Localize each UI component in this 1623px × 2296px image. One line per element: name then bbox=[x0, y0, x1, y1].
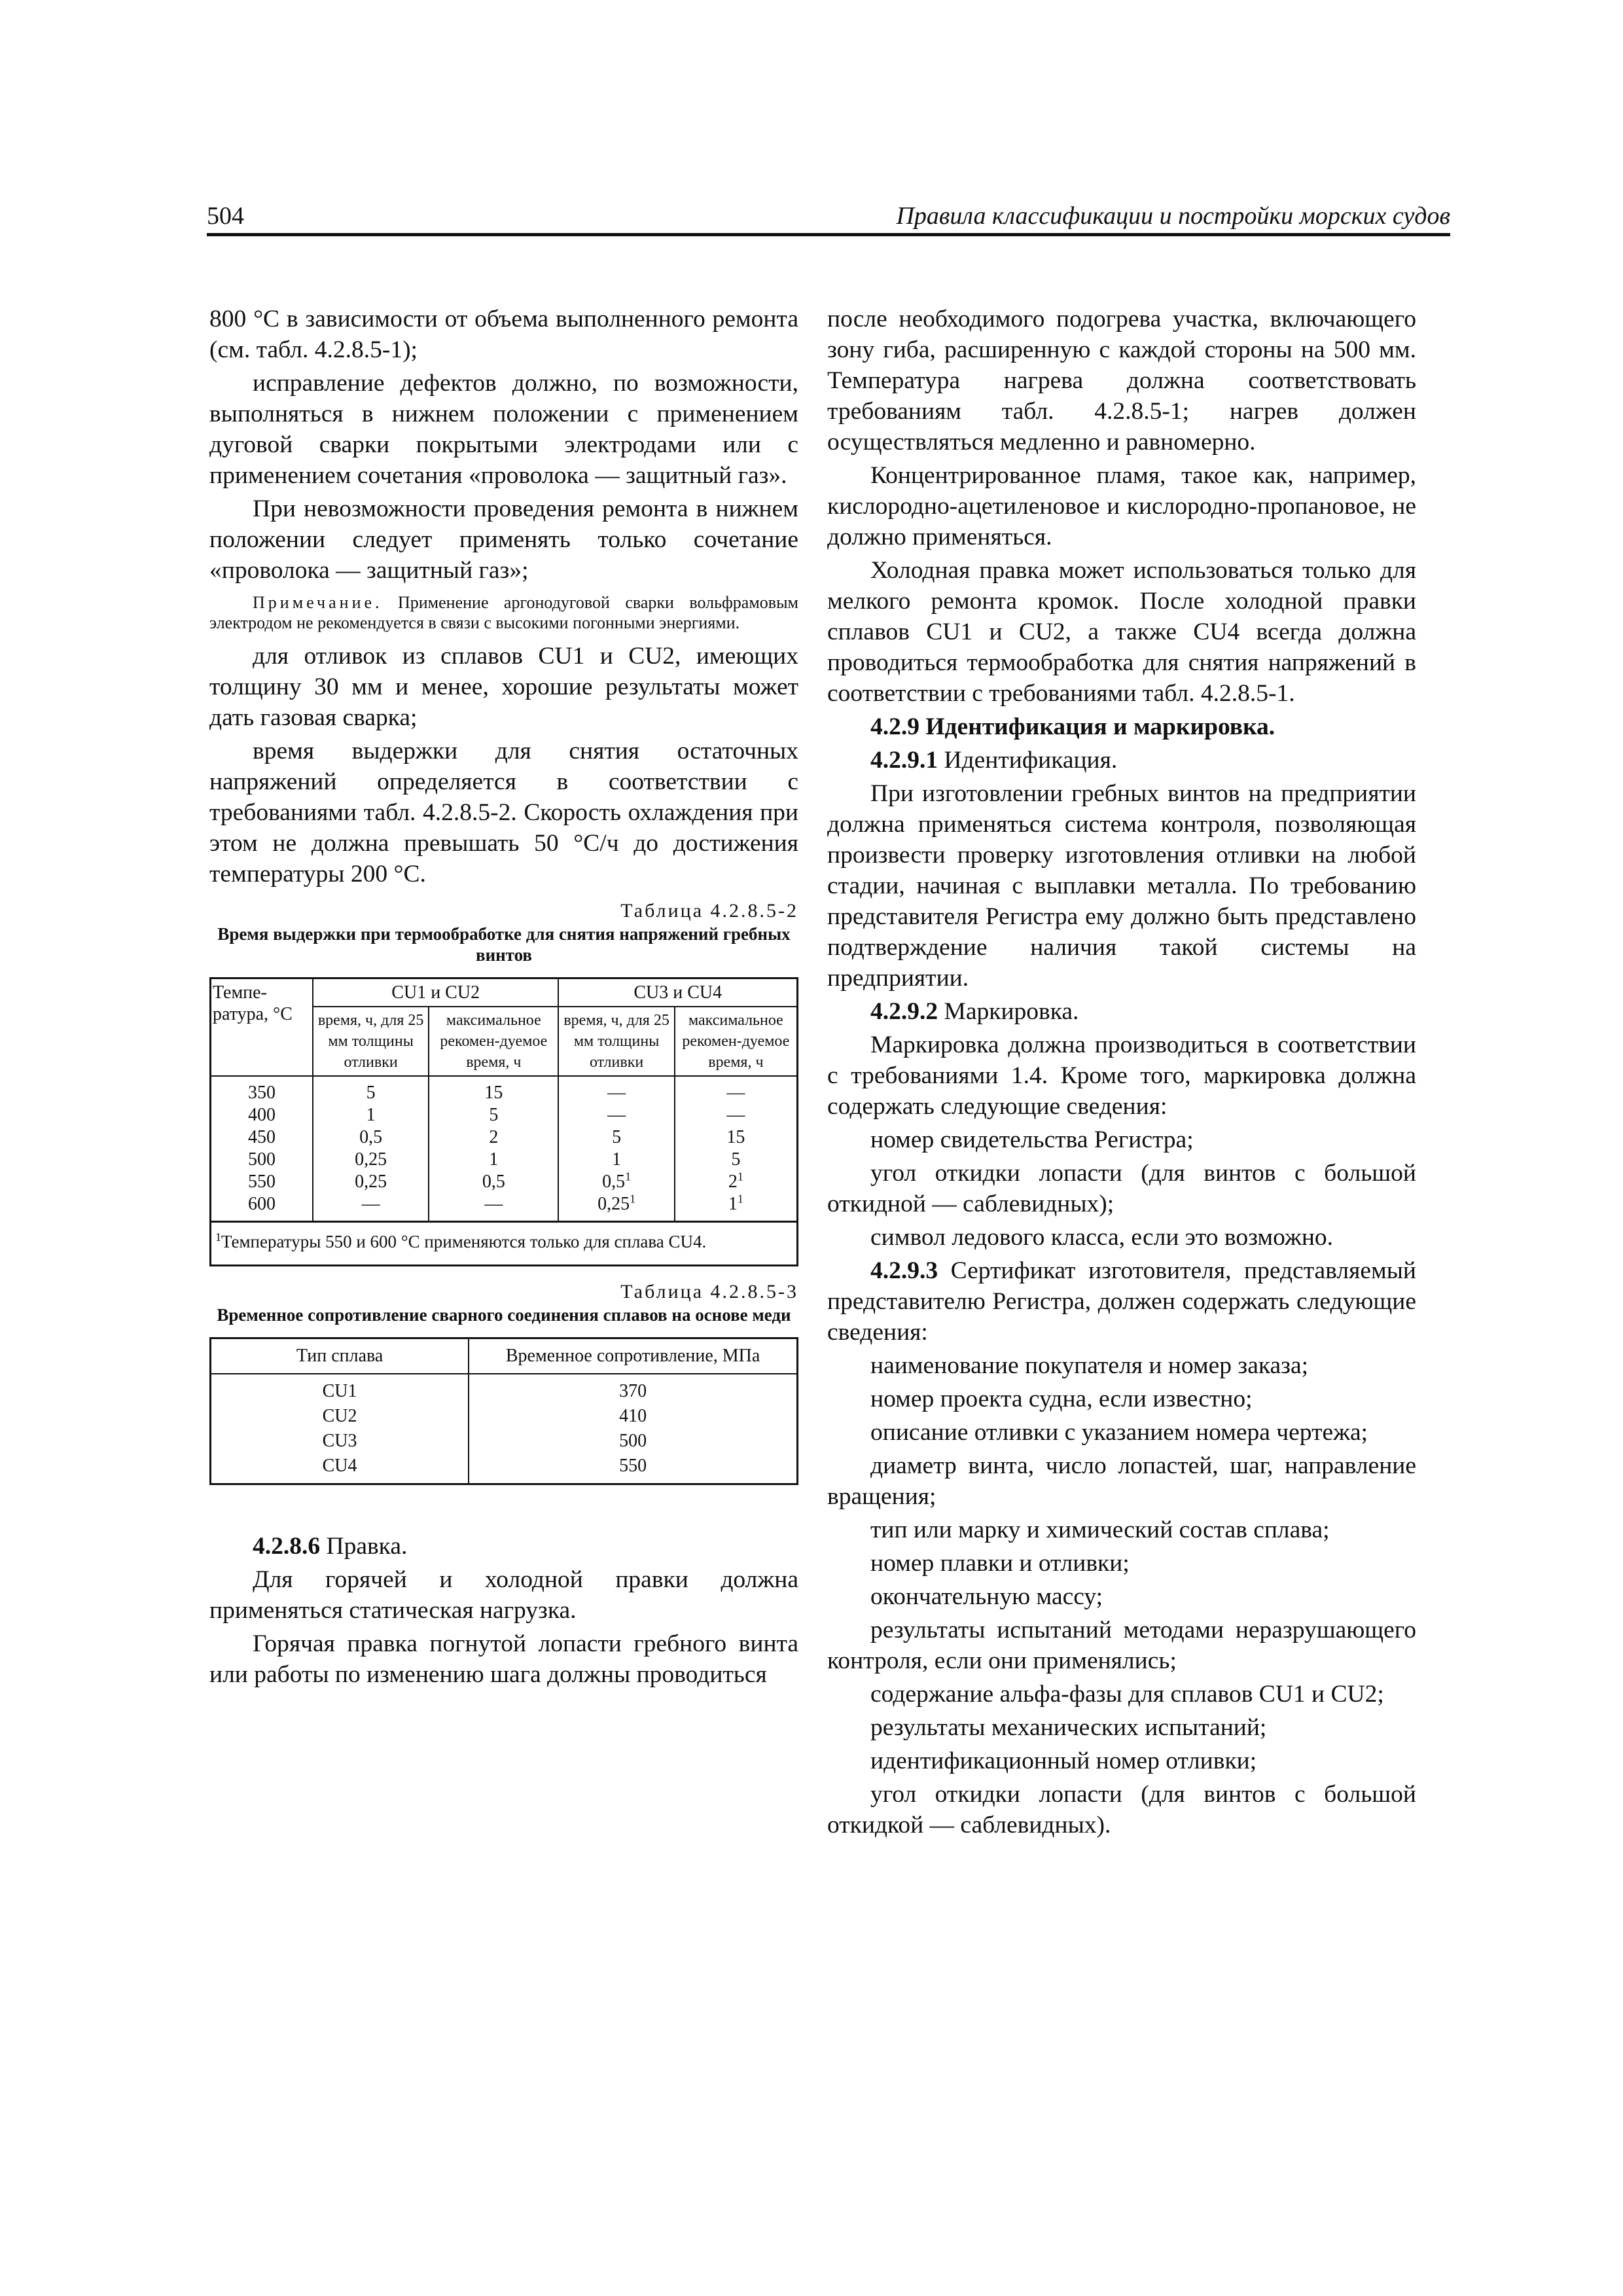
table-cell: 0,25 bbox=[313, 1171, 429, 1193]
list-item: номер свидетельства Регистра; bbox=[870, 1126, 1194, 1153]
paragraph: для отливок из сплавов CU1 и CU2, имеющих толщину 30 мм и менее, хорошие результаты может дать газовая сварка; bbox=[209, 643, 798, 731]
table-cell: CU1 bbox=[211, 1374, 469, 1404]
table-cell: 15 bbox=[429, 1076, 558, 1104]
paragraph: 800 °С в зависимости от объема выполненного ремонта (см. табл. 4.2.8.5-1); bbox=[209, 306, 798, 363]
table-row bbox=[211, 1104, 798, 1126]
table-cell: CU2 bbox=[211, 1404, 469, 1429]
note-text: Применение аргонодуговой сварки вольфрамовым электродом не рекомендуется в связи с высокими погонными энергиями. bbox=[209, 593, 798, 632]
column-header-alloy: Тип сплава bbox=[211, 1338, 469, 1374]
table-cell: 550 bbox=[211, 1171, 313, 1193]
table-cell: 400 bbox=[211, 1104, 313, 1126]
table-cell: 500 bbox=[211, 1149, 313, 1171]
table-cell: 5 bbox=[675, 1149, 798, 1171]
table-caption: Таблица 4.2.8.5-2 bbox=[620, 900, 798, 922]
list-item: тип или марку и химический состав сплава; bbox=[870, 1516, 1330, 1543]
table-cell: — bbox=[313, 1193, 429, 1222]
table-caption: Таблица 4.2.8.5-3 bbox=[620, 1281, 798, 1302]
table-cell: 1 bbox=[429, 1149, 558, 1171]
note bbox=[209, 592, 798, 633]
list-item: символ ледового класса, если это возможно. bbox=[870, 1224, 1334, 1251]
list-item: результаты механических испытаний; bbox=[870, 1714, 1267, 1741]
table-cell: 410 bbox=[469, 1404, 797, 1429]
section-title: Правка. bbox=[320, 1533, 408, 1560]
footnote-text: Температуры 550 и 600 °С применяются только для сплава CU4. bbox=[221, 1232, 707, 1251]
list-item: содержание альфа-фазы для сплавов CU1 и CU2; bbox=[870, 1681, 1384, 1708]
column-group-cu1-cu2: CU1 и CU2 bbox=[313, 978, 558, 1007]
table-cell: 600 bbox=[211, 1193, 313, 1222]
table-row bbox=[211, 1374, 798, 1404]
table-row bbox=[211, 1404, 798, 1429]
paragraph: Маркировка должна производиться в соответствии с требованиями 1.4. Кроме того, маркировка должна содержать следующие сведения: bbox=[827, 1031, 1416, 1120]
cell-value: 0,5 bbox=[602, 1172, 626, 1192]
footnote-marker: 1 bbox=[737, 1170, 743, 1183]
footnote-marker: 1 bbox=[215, 1230, 221, 1244]
table-cell: — bbox=[558, 1076, 674, 1104]
list-item: описание отливки с указанием номера чертежа; bbox=[870, 1419, 1368, 1446]
footnote-marker: 1 bbox=[625, 1170, 632, 1183]
table-cell: 2 bbox=[429, 1126, 558, 1149]
subheader-time: время, ч, для 25 мм толщины отливки bbox=[558, 1007, 674, 1076]
paragraph: При невозможности проведения ремонта в нижнем положении следует применять только сочетание «проволока — защитный газ»; bbox=[209, 495, 798, 584]
paragraph: Концентрированное пламя, такое как, например, кислородно-ацетиленовое и кислородно-пропановое, не должно применяться. bbox=[827, 462, 1416, 550]
table-cell: — bbox=[675, 1076, 798, 1104]
section-text: Сертификат изготовителя, представляемый представителю Регистра, должен содержать следующие сведения: bbox=[827, 1257, 1416, 1346]
table-cell: 350 bbox=[211, 1076, 313, 1104]
list-item: номер проекта судна, если известно; bbox=[870, 1386, 1253, 1412]
table-row bbox=[211, 1126, 798, 1149]
table-row bbox=[211, 1454, 798, 1484]
column-header-temperature: Темпе-ратура, °С bbox=[211, 978, 313, 1077]
paragraph: после необходимого подогрева участка, включающего зону гиба, расширенную с каждой стороны на 500 мм. Температура нагрева должна соответствовать требованиям табл. 4.2.8.5-1; нагрев должен осуществляться медленно и равномерно. bbox=[827, 306, 1416, 456]
table-cell: 0,5 bbox=[429, 1171, 558, 1193]
table-cell: 15 bbox=[675, 1126, 798, 1149]
paragraph: Горячая правка погнутой лопасти гребного винта или работы по изменению шага должны проводиться bbox=[209, 1630, 798, 1688]
page-header bbox=[207, 196, 1450, 236]
column-header-strength: Временное сопротивление, МПа bbox=[469, 1338, 797, 1374]
list-item: угол откидки лопасти (для винтов с большой откидкой — саблевидных). bbox=[827, 1781, 1416, 1839]
paragraph: Холодная правка может использоваться только для мелкого ремонта кромок. После холодной правки сплавов CU1 и CU2, а также CU4 всегда должна проводиться термообработка для снятия напряжений в соответствии с требованиями табл. 4.2.8.5-1. bbox=[827, 557, 1416, 707]
paragraph: исправление дефектов должно, по возможности, выполняться в нижнем положении с применением дуговой сварки покрытыми электродами или с применением сочетания «проволока — защитный газ». bbox=[209, 370, 798, 489]
list-item: наименование покупателя и номер заказа; bbox=[870, 1352, 1309, 1379]
subheader-max-time: максимальное рекомен-дуемое время, ч bbox=[675, 1007, 798, 1076]
table-cell: 5 bbox=[558, 1126, 674, 1149]
list-item: диаметр винта, число лопастей, шаг, направление вращения; bbox=[827, 1452, 1416, 1510]
running-title: Правила классификации и постройки морских судов bbox=[896, 202, 1450, 230]
holding-time-table bbox=[209, 977, 798, 1266]
cell-value: 2 bbox=[728, 1172, 738, 1192]
table-cell: 500 bbox=[469, 1429, 797, 1454]
table-title: Временное сопротивление сварного соединения сплавов на основе меди bbox=[217, 1305, 791, 1325]
list-item: номер плавки и отливки; bbox=[870, 1550, 1130, 1577]
section-heading bbox=[827, 1255, 1416, 1348]
table-cell: 1 bbox=[558, 1149, 674, 1171]
table-cell: — bbox=[429, 1193, 558, 1222]
table-cell: CU4 bbox=[211, 1454, 469, 1484]
table-cell: 1 bbox=[313, 1104, 429, 1126]
table-row bbox=[211, 1076, 798, 1104]
table-footnote bbox=[211, 1222, 798, 1266]
table-cell: 5 bbox=[313, 1076, 429, 1104]
section-heading bbox=[827, 745, 1416, 776]
section-title: Маркировка. bbox=[938, 998, 1079, 1025]
table-cell bbox=[675, 1171, 798, 1193]
table-row bbox=[211, 1171, 798, 1193]
subheader-max-time: максимальное рекомен-дуемое время, ч bbox=[429, 1007, 558, 1076]
column-group-cu3-cu4: CU3 и CU4 bbox=[558, 978, 797, 1007]
table-cell bbox=[558, 1193, 674, 1222]
footnote-marker: 1 bbox=[737, 1192, 743, 1206]
left-column bbox=[209, 304, 798, 1693]
section-title: Идентификация. bbox=[938, 747, 1118, 774]
table-row bbox=[211, 1429, 798, 1454]
list-item: угол откидки лопасти (для винтов с большой откидной — саблевидных); bbox=[827, 1160, 1416, 1217]
section-heading bbox=[827, 711, 1416, 742]
table-cell: 0,25 bbox=[313, 1149, 429, 1171]
table-cell: 5 bbox=[429, 1104, 558, 1126]
table-cell bbox=[558, 1171, 674, 1193]
right-column bbox=[827, 304, 1416, 1843]
paragraph: время выдержки для снятия остаточных напряжений определяется в соответствии с требованиями табл. 4.2.8.5-2. Скорость охлаждения при этом не должна превышать 50 °С/ч до достижения температуры 200 °С. bbox=[209, 738, 798, 888]
table-cell: — bbox=[558, 1104, 674, 1126]
paragraph: Для горячей и холодной правки должна применяться статическая нагрузка. bbox=[209, 1566, 798, 1624]
footnote-marker: 1 bbox=[630, 1192, 636, 1206]
table-title: Время выдержки при термообработке для снятия напряжений гребных винтов bbox=[217, 924, 791, 965]
page-number: 504 bbox=[207, 202, 244, 230]
table-cell: 450 bbox=[211, 1126, 313, 1149]
section-number: 4.2.9 bbox=[870, 713, 919, 740]
subheader-time: время, ч, для 25 мм толщины отливки bbox=[313, 1007, 429, 1076]
section-number: 4.2.9.2 bbox=[870, 998, 938, 1025]
table-cell: 550 bbox=[469, 1454, 797, 1484]
table-cell: CU3 bbox=[211, 1429, 469, 1454]
section-number: 4.2.9.1 bbox=[870, 747, 938, 774]
tensile-strength-table bbox=[209, 1337, 798, 1485]
paragraph: При изготовлении гребных винтов на предприятии должна применяться система контроля, позволяющая произвести проверку изготовления отливки на любой стадии, начиная с выплавки металла. По требованию представителя Регистра ему должно быть представлено подтверждение наличия такой системы на предприятии. bbox=[827, 780, 1416, 992]
section-heading bbox=[209, 1531, 798, 1562]
cell-value: 0,25 bbox=[597, 1194, 630, 1214]
section-title: Идентификация и маркировка. bbox=[919, 713, 1275, 740]
table-row bbox=[211, 1193, 798, 1222]
list-item: результаты испытаний методами неразрушающего контроля, если они применялись; bbox=[827, 1617, 1416, 1674]
cell-value: 1 bbox=[728, 1194, 738, 1214]
table-row bbox=[211, 1149, 798, 1171]
list-item: идентификационный номер отливки; bbox=[870, 1748, 1257, 1774]
section-heading bbox=[827, 996, 1416, 1027]
list-item: окончательную массу; bbox=[870, 1583, 1103, 1610]
table-cell: 370 bbox=[469, 1374, 797, 1404]
section-number: 4.2.8.6 bbox=[253, 1533, 321, 1560]
section-number: 4.2.9.3 bbox=[870, 1257, 938, 1284]
table-cell bbox=[675, 1193, 798, 1222]
note-label: Примечание. bbox=[253, 593, 383, 612]
table-cell: — bbox=[675, 1104, 798, 1126]
table-cell: 0,5 bbox=[313, 1126, 429, 1149]
